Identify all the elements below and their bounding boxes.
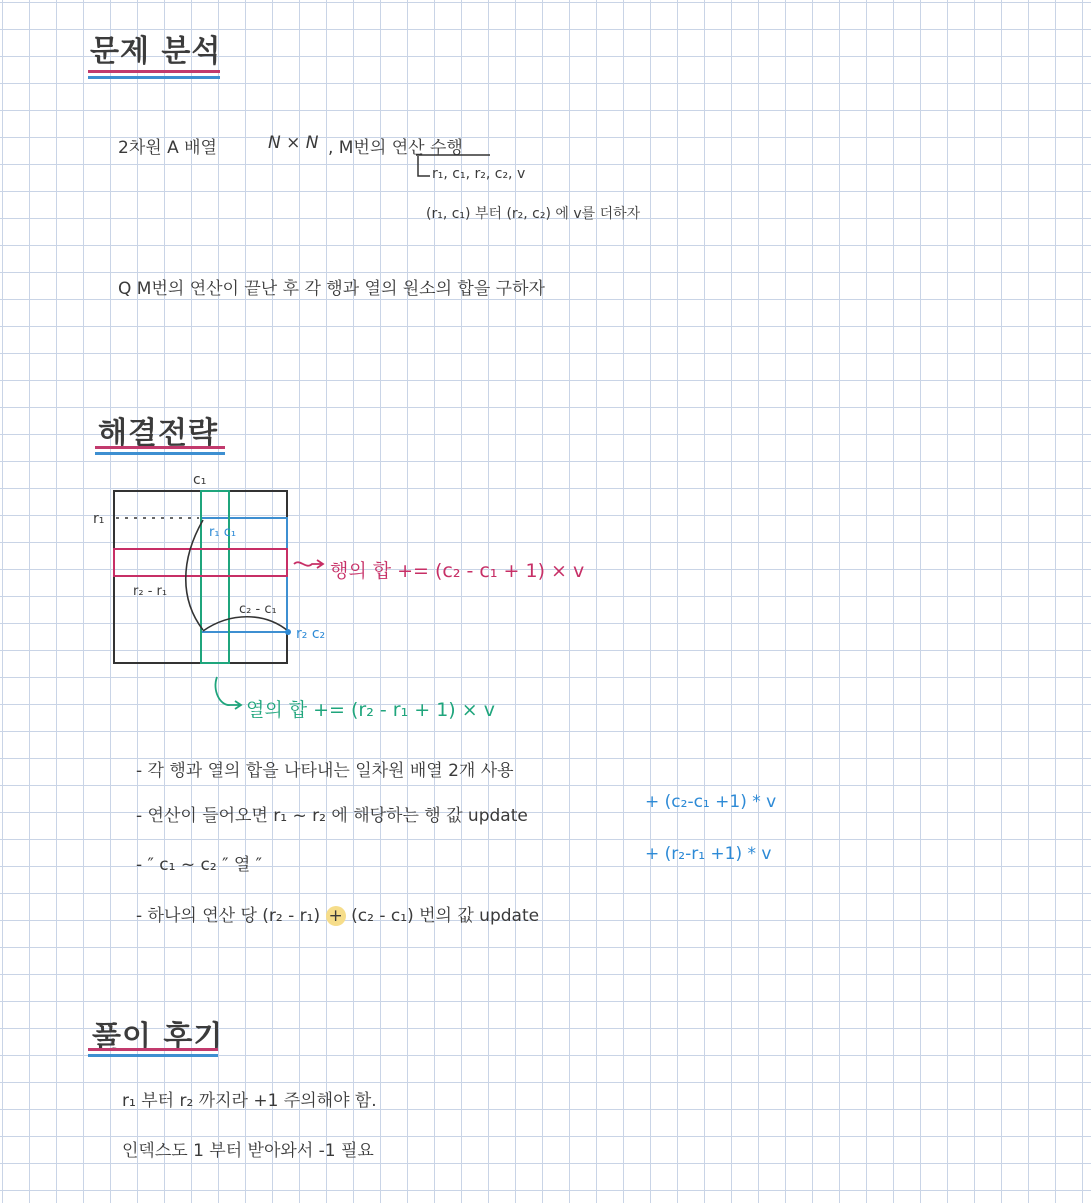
highlighted-plus: + (326, 906, 346, 926)
label-r1: r₁ (93, 511, 105, 527)
review-underline-red (88, 1048, 218, 1051)
r2c2-point (285, 629, 291, 635)
strategy-bullet-4 (136, 901, 539, 926)
strategy-bullet-3-extra: + (r₂-r₁ +1) * v (645, 844, 772, 864)
label-r2c2: r₂ c₂ (296, 626, 326, 642)
strategy-bullet-2-extra: + (c₂-c₁ +1) * v (645, 792, 777, 812)
review-underline-blue (88, 1054, 218, 1057)
label-r1c1: r₁ c₁ (209, 525, 237, 540)
array-description: 2차원 A 배열 (118, 138, 217, 158)
operation-params: r₁, c₁, r₂, c₂, v (432, 166, 526, 182)
label-c2-minus-c1: c₂ - c₁ (239, 602, 277, 617)
strategy-heading: 해결전략 (98, 416, 218, 451)
question-text: Q M번의 연산이 끝난 후 각 행과 열의 원소의 합을 구하자 (118, 279, 545, 299)
review-line-2: 인덱스도 1 부터 받아와서 -1 필요 (122, 1141, 374, 1161)
review-heading: 풀이 후기 (92, 1020, 224, 1055)
strategy-bullet-4-part-a: - 하나의 연산 당 (r₂ - r₁) (136, 906, 326, 926)
label-r2-minus-r1: r₂ - r₁ (133, 584, 168, 599)
row-arrow (294, 560, 323, 568)
strategy-bullet-4-part-b: (c₂ - c₁) 번의 값 update (345, 906, 540, 926)
label-c1: c₁ (193, 472, 207, 488)
row-sum-formula: 행의 합 += (c₂ - c₁ + 1) × v (330, 560, 585, 582)
analysis-heading: 문제 분석 (90, 34, 222, 69)
strategy-bullet-3: - ″ c₁ ~ c₂ ″ 열 ″ (136, 855, 263, 875)
operation-params-desc: (r₁, c₁) 부터 (r₂, c₂) 에 v를 더하자 (426, 206, 641, 222)
c2-c1-brace (203, 617, 288, 631)
array-size: N × N (268, 133, 319, 153)
review-line-1: r₁ 부터 r₂ 까지라 +1 주의해야 함. (122, 1091, 377, 1111)
col-arrow (215, 677, 241, 709)
strategy-bullet-2: - 연산이 들어오면 r₁ ~ r₂ 에 해당하는 행 값 update (136, 806, 528, 826)
col-sum-formula: 열의 합 += (r₂ - r₁ + 1) × v (246, 699, 495, 721)
strategy-bullet-1: - 각 행과 열의 합을 나타내는 일차원 배열 2개 사용 (136, 761, 514, 781)
operation-count: , M번의 연산 수행 (328, 138, 463, 158)
